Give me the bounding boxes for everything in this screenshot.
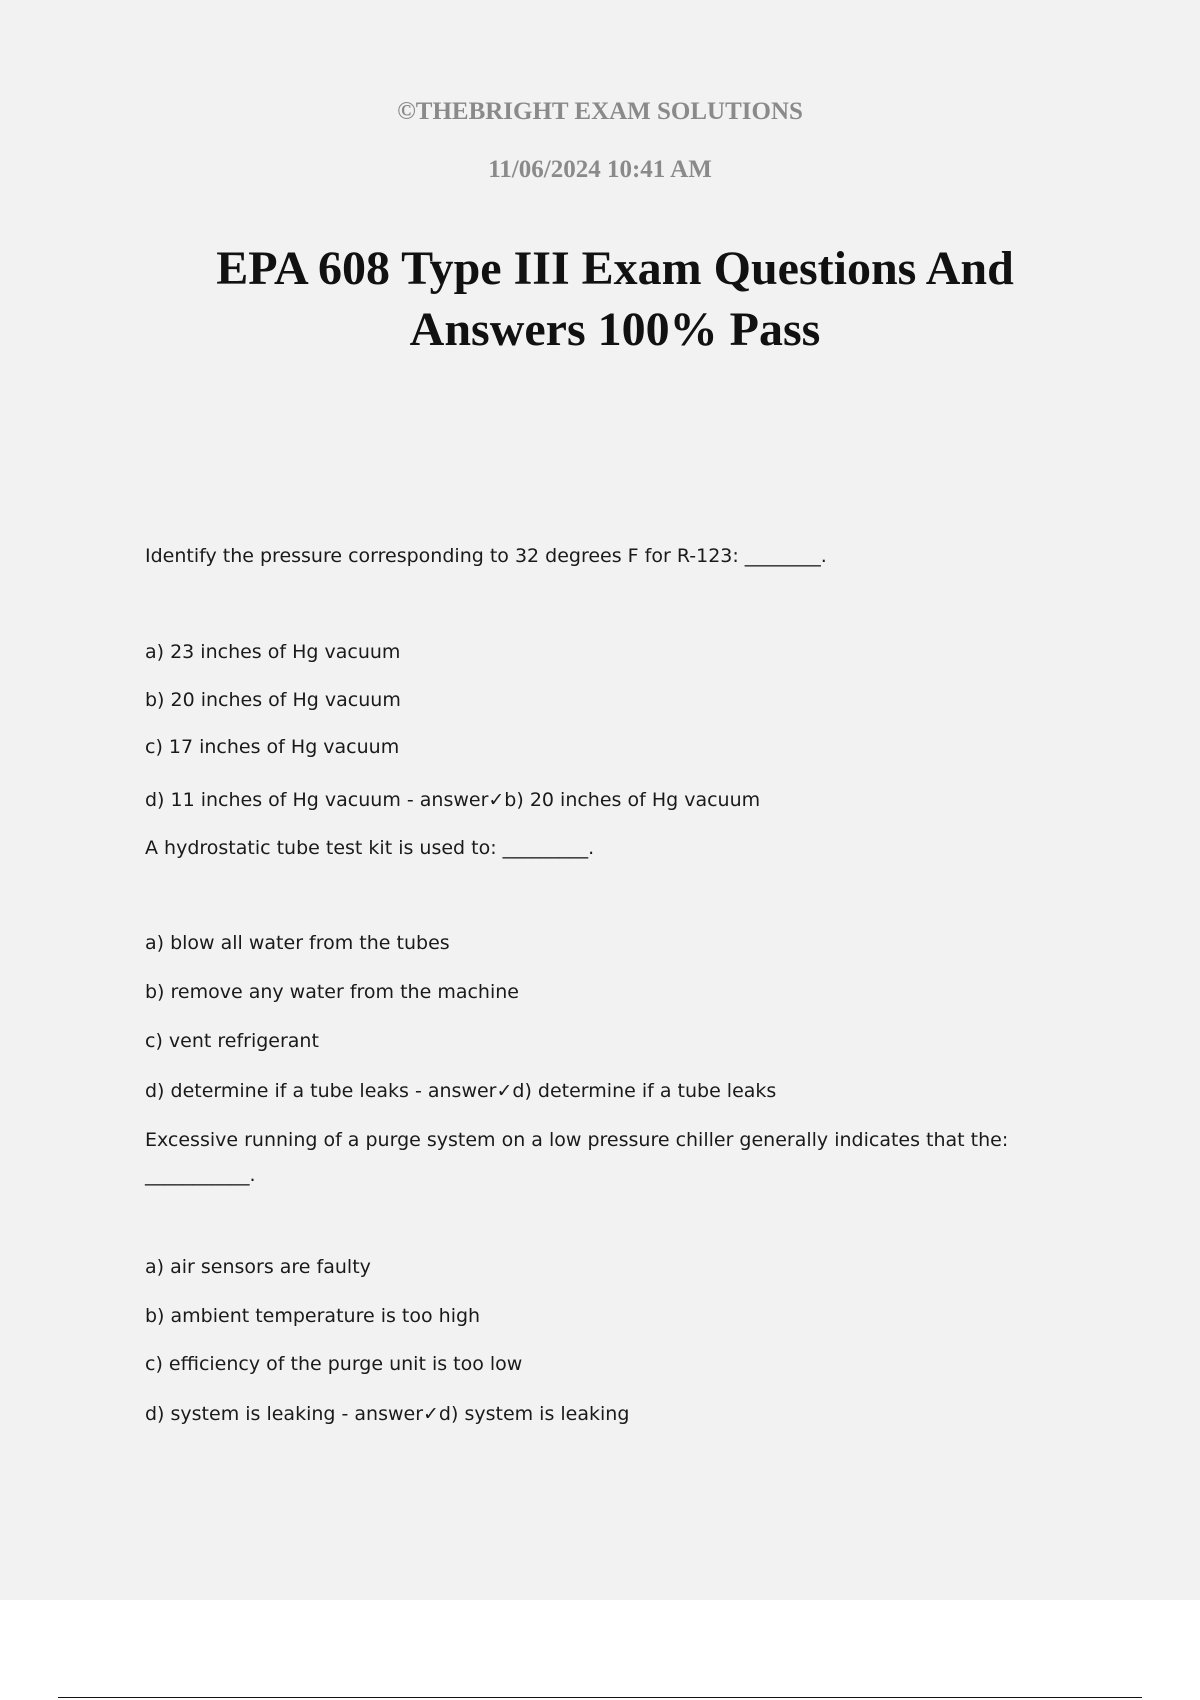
question-1-option-b: b) 20 inches of Hg vacuum — [145, 689, 401, 711]
question-3-option-a: a) air sensors are faulty — [145, 1256, 371, 1278]
question-3-option-c: c) efficiency of the purge unit is too low — [145, 1353, 523, 1375]
question-2-option-d-answer: d) determine if a tube leaks - answer✓d) determine if a tube leaks — [145, 1080, 777, 1102]
question-2-text: A hydrostatic tube test kit is used to: _________. — [145, 837, 595, 859]
question-2-option-a: a) blow all water from the tubes — [145, 932, 450, 954]
question-1-option-a: a) 23 inches of Hg vacuum — [145, 641, 401, 663]
document-title — [150, 238, 1080, 360]
question-1-option-d-answer: d) 11 inches of Hg vacuum - answer✓b) 20 inches of Hg vacuum — [145, 789, 761, 811]
question-3-blank: ___________. — [145, 1164, 256, 1186]
question-3-option-d-answer: d) system is leaking - answer✓d) system is leaking — [145, 1403, 630, 1425]
question-2-option-b: b) remove any water from the machine — [145, 981, 519, 1003]
question-3-text: Excessive running of a purge system on a low pressure chiller generally indicates that the: — [145, 1129, 1009, 1151]
question-1-option-c: c) 17 inches of Hg vacuum — [145, 736, 400, 758]
title-line-2: Answers 100% Pass — [409, 303, 821, 356]
footer-divider — [58, 1697, 1142, 1698]
question-3-option-b: b) ambient temperature is too high — [145, 1305, 481, 1327]
title-line-1: EPA 608 Type III Exam Questions And — [216, 242, 1014, 295]
date-header: 11/06/2024 10:41 AM — [488, 156, 712, 183]
copyright-header: ©THEBRIGHT EXAM SOLUTIONS — [397, 98, 803, 125]
question-2-option-c: c) vent refrigerant — [145, 1030, 319, 1052]
question-1-text: Identify the pressure corresponding to 32 degrees F for R-123: ________. — [145, 545, 827, 567]
